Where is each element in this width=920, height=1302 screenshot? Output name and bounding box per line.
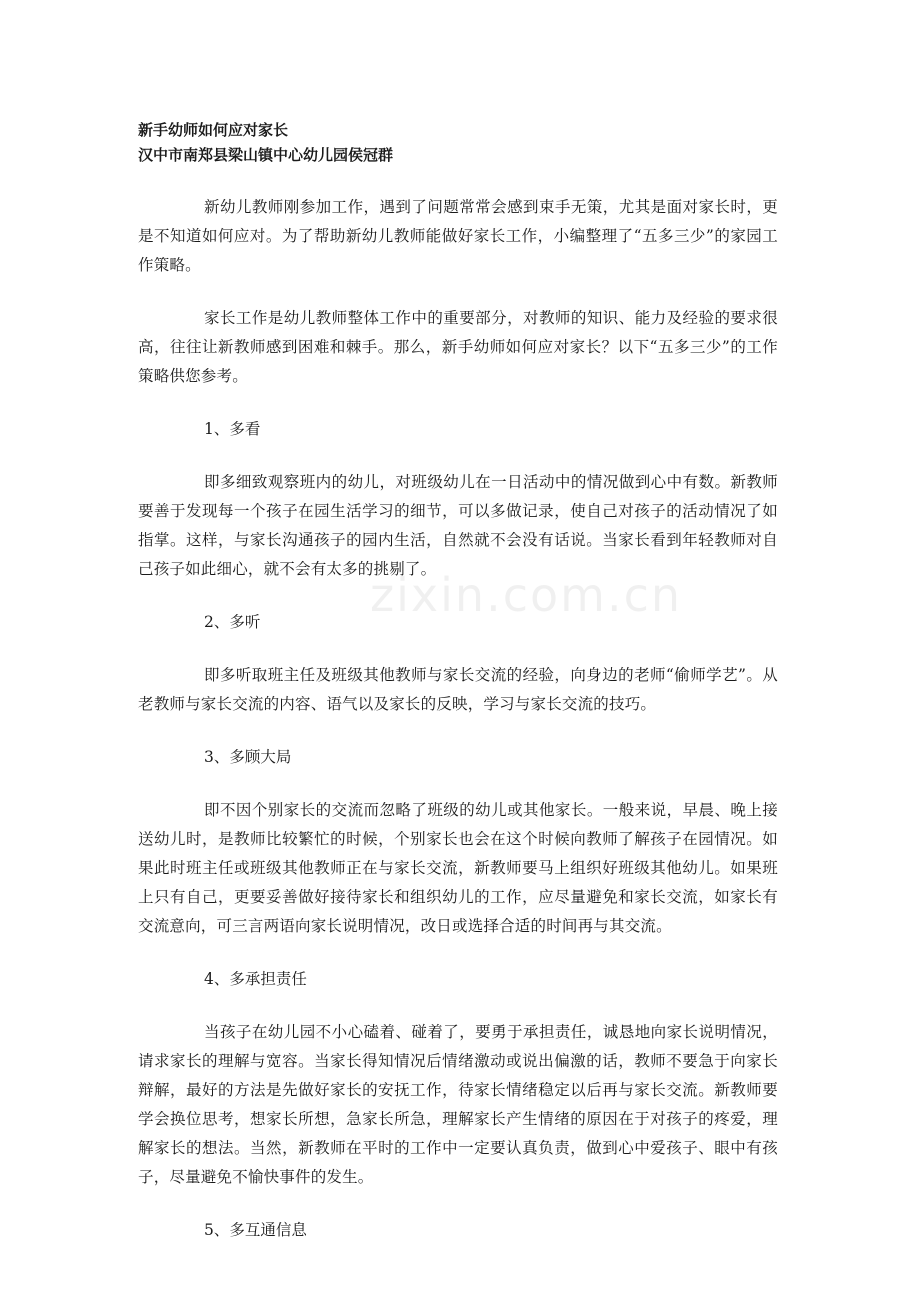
title-block [138,118,798,168]
intro-paragraph-1: 新幼儿教师刚参加工作，遇到了问题常常会感到束手无策，尤其是面对家长时，更是不知道如何应对。为了帮助新幼儿教师能做好家长工作，小编整理了“五多三少”的家园工作策略。 [138,198,778,274]
watermark-text: zixin.com.cn [370,568,683,622]
section-heading-2: 2、多听 [204,613,261,631]
section-text-4: 当孩子在幼儿园不小心磕着、碰着了，要勇于承担责任，诚恳地向家长说明情况，请求家长的理解与宽容。当家长得知情况后情绪激动或说出偏激的话，教师不要急于向家长辩解，最好的方法是先做好家长的安抚工作，待家长情绪稳定以后再与家长交流。新教师要学会换位思考，想家长所想，急家长所急，理解家长产生情绪的原因在于对孩子的疼爱，理解家长的想法。当然，新教师在平时的工作中一定要认真负责，做到心中爱孩子、眼中有孩子，尽量避免不愉快事件的发生。 [138,1023,778,1186]
section-heading-5: 5、多互通信息 [204,1221,307,1239]
article-body [138,193,778,1269]
article-author: 汉中市南郑县梁山镇中心幼儿园侯冠群 [138,146,394,164]
section-text-3: 即不因个别家长的交流而忽略了班级的幼儿或其他家长。一般来说，早晨、晚上接送幼儿时，是教师比较繁忙的时候，个别家长也会在这个时候向教师了解孩子在园情况。如果此时班主任或班级其他教师正在与家长交流，新教师要马上组织好班级其他幼儿。如果班上只有自己，更要妥善做好接待家长和组织幼儿的工作，应尽量避免和家长交流，如家长有交流意向，可三言两语向家长说明情况，改日或选择合适的时间再与其交流。 [138,801,778,935]
section-heading-1: 1、多看 [204,420,261,438]
section-heading-3: 3、多顾大局 [204,748,292,766]
article-title: 新手幼师如何应对家长 [138,121,289,139]
section-text-2: 即多听取班主任及班级其他教师与家长交流的经验，向身边的老师“偷师学艺”。从老教师与家长交流的内容、语气以及家长的反映，学习与家长交流的技巧。 [138,666,778,713]
section-text-1: 即多细致观察班内的幼儿，对班级幼儿在一日活动中的情况做到心中有数。新教师要善于发现每一个孩子在园生活学习的细节，可以多做记录，使自己对孩子的活动情况了如指掌。这样，与家长沟通孩子的园内生活，自然就不会没有话说。当家长看到年轻教师对自己孩子如此细心，就不会有太多的挑剔了。 [138,473,778,578]
section-heading-4: 4、多承担责任 [204,970,307,988]
intro-paragraph-2: 家长工作是幼儿教师整体工作中的重要部分，对教师的知识、能力及经验的要求很高，往往让新教师感到困难和棘手。那么，新手幼师如何应对家长？以下“五多三少”的工作策略供您参考。 [138,309,778,385]
